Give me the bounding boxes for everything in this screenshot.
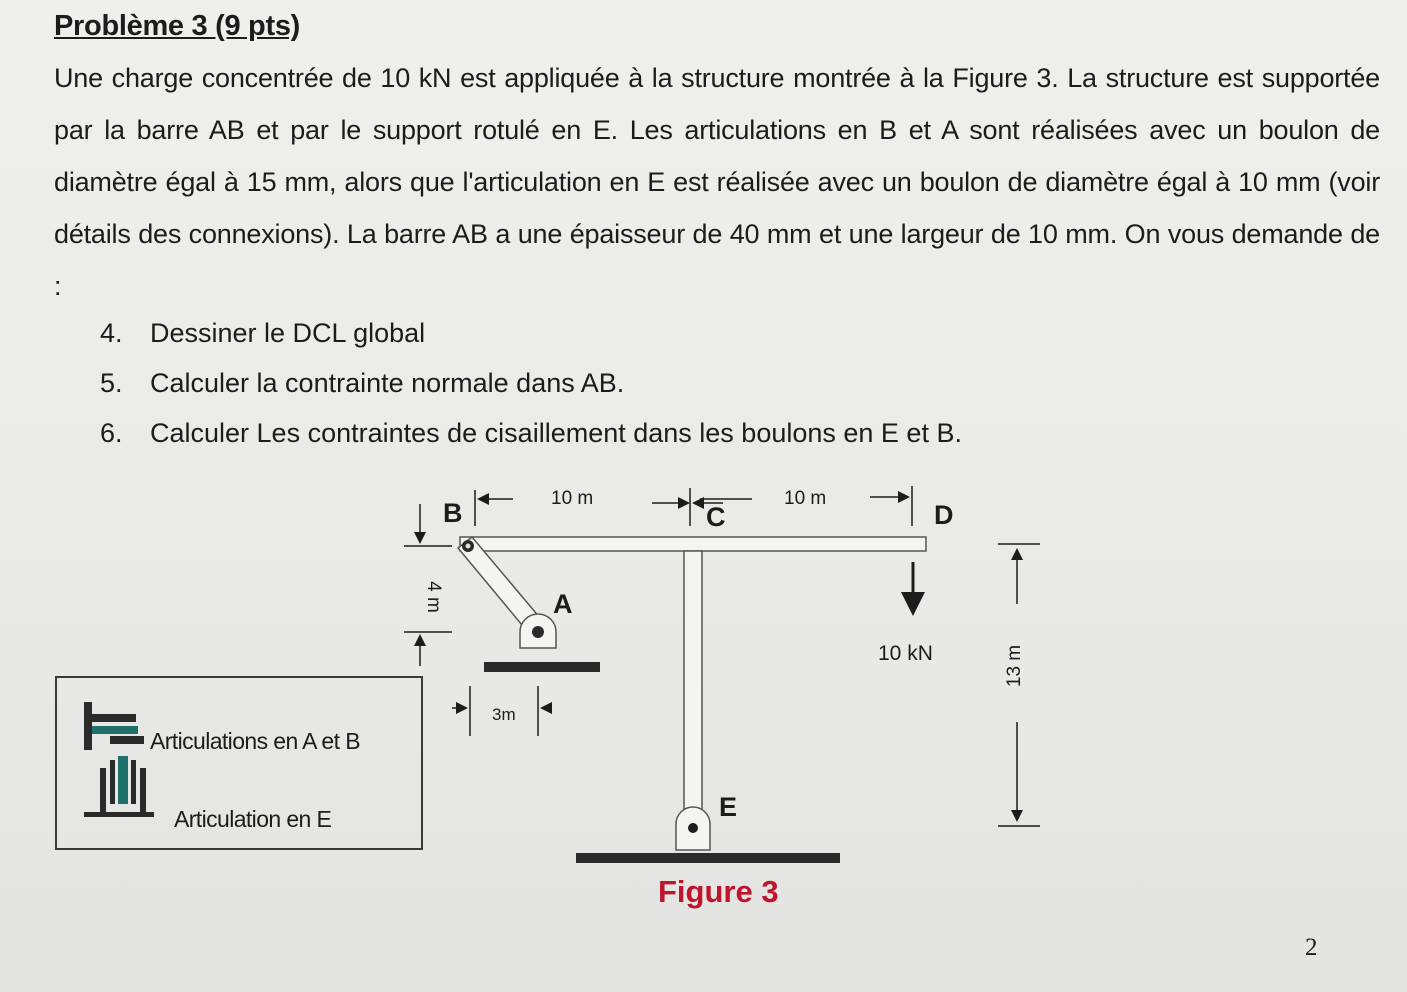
- label-b: B: [443, 498, 463, 528]
- problem-statement: Une charge concentrée de 10 kN est appliquée à la structure montrée à la Figure 3. La structure est supportée par la barre AB et par le support rotulé en E. Les articulations en B et A sont réalisées avec un boulon de diamètre égal à 15 mm, alors que l'articulation en E est réalisée avec un boulon de diamètre égal à 10 mm (voir détails des connexions). La barre AB a une épaisseur de 40 mm et une largeur de 10 mm. On vous demande de :: [54, 63, 1380, 301]
- load-label: 10 kN: [878, 642, 933, 665]
- label-a: A: [553, 589, 573, 619]
- label-e: E: [719, 792, 738, 822]
- task-text: Calculer Les contraintes de cisaillement dans les boulons en E et B.: [150, 418, 962, 448]
- problem-title: Problème 3 (9 pts): [54, 10, 300, 42]
- task-text: Dessiner le DCL global: [150, 318, 426, 348]
- pin-a-icon: [532, 626, 544, 638]
- ground-a: [484, 662, 600, 672]
- pin-e-icon: [688, 823, 698, 833]
- beam-bd: [460, 537, 926, 551]
- dim-vertical-ab-label: 4 m: [423, 581, 444, 613]
- dim-cd-label: 10 m: [784, 488, 827, 509]
- legend-label-ab: Articulations en A et B: [150, 728, 360, 754]
- legend-label-e: Articulation en E: [174, 806, 332, 832]
- task-text: Calculer la contrainte normale dans AB.: [150, 368, 625, 398]
- dim-bc-label: 10 m: [551, 488, 594, 509]
- column-ce: [684, 551, 702, 841]
- dim-horizontal-ab-label: 3m: [492, 705, 516, 724]
- figure-caption: Figure 3: [658, 874, 779, 909]
- dim-height-label: 13 m: [1004, 644, 1025, 688]
- label-c: C: [706, 502, 726, 532]
- task-number: 5.: [100, 368, 123, 398]
- task-number: 6.: [100, 418, 123, 448]
- ground-e: [576, 853, 840, 863]
- task-number: 4.: [100, 318, 123, 348]
- label-d: D: [934, 500, 954, 530]
- page-number: 2: [1305, 934, 1318, 961]
